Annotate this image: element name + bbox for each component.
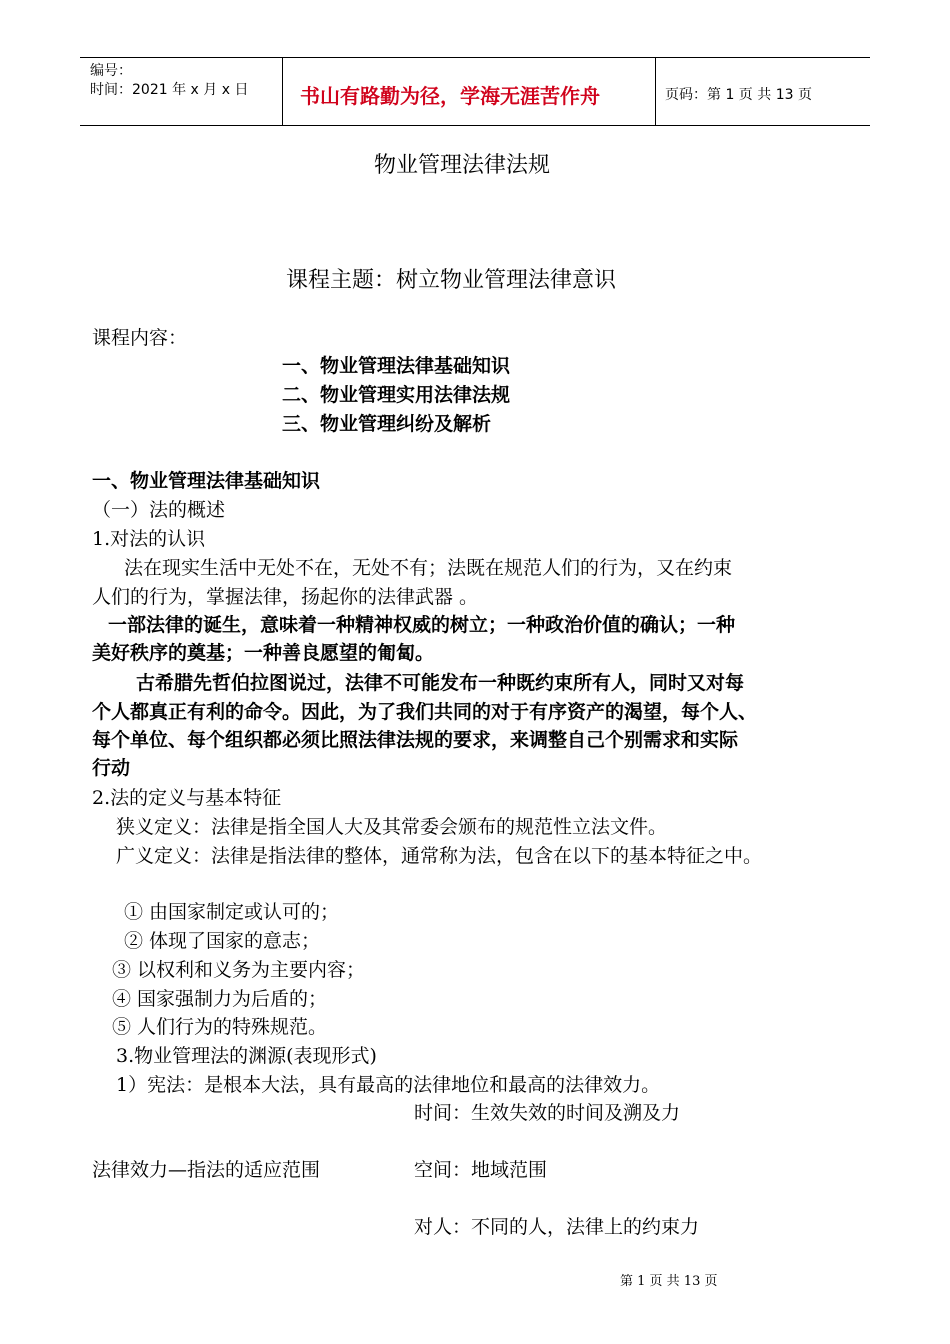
bold-paragraph-1-line-1: 一部法律的诞生，意味着一种精神权威的树立；一种政治价值的确认；一种	[108, 614, 736, 636]
constitution-line: 1）宪法：是根本大法，具有最高的法律地位和最高的法律效力。	[116, 1074, 661, 1096]
outline-item-2: 二、物业管理实用法律法规	[282, 384, 511, 406]
feature-item-1: ① 由国家制定或认可的；	[124, 901, 340, 923]
outline-item-3: 三、物业管理纠纷及解析	[282, 413, 492, 435]
outline-item-1: 一、物业管理法律基础知识	[282, 355, 511, 377]
paragraph-1-line-1: 法在现实生活中无处不在，无处不有；法既在规范人们的行为，又在约束	[124, 557, 733, 579]
feature-item-5: ⑤ 人们行为的特殊规范。	[112, 1016, 328, 1038]
legal-effect-space: 空间：地域范围	[414, 1159, 548, 1181]
legal-effect-time: 时间：生效失效的时间及溯及力	[414, 1102, 681, 1124]
header-page-info: 页码：第 1 页 共 13 页	[665, 87, 812, 103]
item-heading-3: 3.物业管理法的渊源(表现形式)	[116, 1045, 377, 1067]
broad-definition: 广义定义：法律是指法律的整体，通常称为法，包含在以下的基本特征之中。	[116, 845, 763, 867]
subsection-heading: （一）法的概述	[92, 499, 226, 521]
header-motto: 书山有路勤为径，学海无涯苦作舟	[300, 84, 600, 108]
header-bottom-rule	[80, 125, 870, 126]
legal-effect-label: 法律效力—指法的适应范围	[92, 1159, 321, 1181]
bold-paragraph-1-line-2: 美好秩序的奠基；一种善良愿望的匍匐。	[92, 642, 435, 664]
legal-effect-person: 对人：不同的人，法律上的约束力	[414, 1216, 700, 1238]
item-heading-1: 1.对法的认识	[92, 528, 206, 550]
footer-page-number: 第 1 页 共 13 页	[620, 1274, 718, 1289]
header-top-rule	[80, 57, 870, 58]
course-topic: 课程主题：树立物业管理法律意识	[286, 268, 617, 293]
feature-item-3: ③ 以权利和义务为主要内容；	[112, 959, 366, 981]
feature-item-2: ② 体现了国家的意志；	[124, 930, 321, 952]
course-content-label: 课程内容：	[92, 327, 188, 349]
document-title: 物业管理法律法规	[374, 153, 551, 178]
bold-paragraph-2-line-2: 个人都真正有利的命令。因此，为了我们共同的对于有序资产的渴望，每个人、	[92, 701, 758, 723]
header-divider-right	[655, 57, 656, 125]
feature-item-4: ④ 国家强制力为后盾的；	[112, 988, 328, 1010]
paragraph-1-line-2: 人们的行为，掌握法律，扬起你的法律武器 。	[92, 586, 479, 608]
section-heading-1: 一、物业管理法律基础知识	[92, 470, 321, 492]
bold-paragraph-2-line-3: 每个单位、每个组织都必须比照法律法规的要求，来调整自己个别需求和实际	[92, 729, 739, 751]
bold-paragraph-2-line-1: 古希腊先哲伯拉图说过，法律不可能发布一种既约束所有人，同时又对每	[136, 672, 745, 694]
item-heading-2: 2.法的定义与基本特征	[92, 787, 282, 809]
header-time-label: 时间：2021 年 x 月 x 日	[90, 82, 249, 98]
narrow-definition: 狭义定义：法律是指全国人大及其常委会颁布的规范性立法文件。	[116, 816, 668, 838]
header-number-label: 编号：	[90, 63, 132, 79]
bold-paragraph-2-line-4: 行动	[92, 757, 131, 779]
header-divider-left	[282, 57, 283, 125]
